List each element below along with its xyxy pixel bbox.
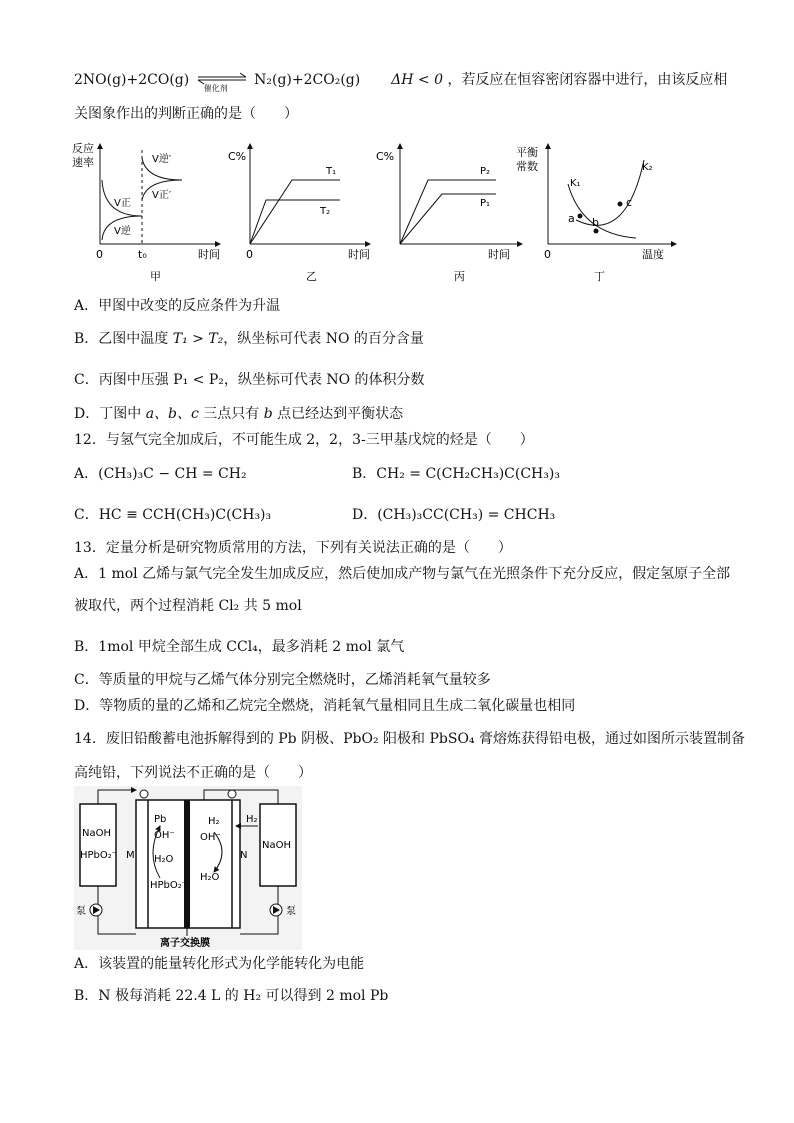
jia-v-zheng: V正 [114,198,131,209]
q13-option-b: B．1mol 甲烷全部生成 CCl₄，最多消耗 2 mol 氯气 [74,639,405,655]
q11-option-b [74,329,424,349]
q11-stem-line2: 关图象作出的判断正确的是（ ） [74,106,298,122]
yi-T2: T₂ [320,206,331,217]
ding-label-a: a [568,212,575,225]
right-h2: H₂ [208,816,220,827]
q11-option-a: A．甲图中改变的反应条件为升温 [74,298,281,314]
q13-stem: 13．定量分析是研究物质常用的方法，下列有关说法正确的是（ ） [74,540,512,556]
yi-ylabel: C% [228,150,247,163]
h2-inlet: H₂ [246,814,258,825]
graph-jia [72,141,220,283]
q13-option-d: D．等物质的量的乙烯和乙烷完全燃烧，消耗氧气量相同且生成二氧化碳量也相同 [74,698,576,714]
jia-xlabel: 时间 [198,248,220,261]
ding-point-c [618,202,623,207]
q11-b-post: ，纵坐标可代表 NO 的百分含量 [223,331,424,347]
ding-ylabel2: 常数 [516,160,538,173]
ding-caption: 丁 [594,270,605,283]
bing-caption: 丙 [454,270,465,283]
q11-b-math: T₁ > T₂ [172,331,224,347]
q14-option-a: A．该装置的能量转化形式为化学能转化为电能 [74,956,365,972]
q12-stem: 12．与氢气完全加成后，不可能生成 2，2，3-三甲基戊烷的烃是（ ） [74,432,534,448]
ding-K2: K₂ [642,162,653,173]
left-tank-hpbo2: HPbO₂⁻ [80,850,118,861]
left-hpbo2: HPbO₂⁻ [150,880,188,891]
left-pb: Pb [154,814,167,825]
q13-option-a-line2: 被取代，两个过程消耗 Cl₂ 共 5 mol [74,598,302,614]
ding-origin: 0 [544,248,551,261]
q11-equation-line [74,70,728,93]
yi-T1: T₁ [326,166,337,177]
q12-option-c: C．HC ≡ CCH(CH₃)C(CH₃)₃ [74,507,272,523]
graph-bing [376,144,522,283]
ding-ylabel1: 平衡 [516,146,538,159]
left-tank-naoh: NaOH [82,828,111,839]
q11-d-b: b [263,406,273,422]
ding-point-b [594,229,599,234]
jia-caption: 甲 [150,270,161,283]
bing-P2: P₂ [480,166,491,177]
eq-rhs: N₂(g)+2CO₂(g) [254,72,361,88]
ding-label-c: c [626,196,633,209]
left-tank [80,804,116,886]
q12-option-b: B．CH₂ = C(CH₂CH₃)C(CH₃)₃ [352,466,560,482]
reversible-arrow-icon [194,70,250,93]
q11-graphs [70,140,730,285]
jia-ylabel2: 速率 [72,156,94,169]
eq-delta-h: ΔH < 0 [391,72,443,88]
q11-stem-tail: ，若反应在恒容密闭容器中进行，由该反应相 [447,72,728,88]
q13-option-a-line1: A．1 mol 乙烯与氯气完全发生加成反应，然后使加成产物与氯气在光照条件下充分反应，假定氢原子全部 [74,566,731,582]
ion-exchange-membrane [184,800,190,928]
ding-label-b: b [592,216,599,229]
q12-option-a: A．(CH₃)₃C − CH = CH₂ [74,466,247,482]
bing-P1: P₁ [480,198,491,209]
q11-d-pre: D．丁图中 [74,406,146,422]
jia-v-ni-prime: V逆′ [152,154,172,165]
q11-option-c [74,370,425,390]
jia-origin: 0 [96,248,103,261]
membrane-label: 离子交换膜 [160,938,210,949]
chamber-m: M [126,850,135,861]
electrolysis-apparatus [74,786,302,950]
right-tank-naoh: NaOH [262,840,291,851]
q11-c-pre: C．丙图中压强 [74,372,174,388]
jia-v-ni: V逆 [114,226,131,237]
q13-option-c: C．等质量的甲烷与乙烯气体分别完全燃烧时，乙烯消耗氧气量较多 [74,672,491,688]
q11-d-post: 点已经达到平衡状态 [272,406,404,422]
yi-xlabel: 时间 [348,248,370,261]
ding-point-a [578,214,583,219]
ding-xlabel: 温度 [642,248,664,261]
graph-ding [516,144,676,283]
chamber-n: N [240,850,248,861]
yi-origin: 0 [246,248,253,261]
left-pump-label: 泵 [76,906,86,917]
q11-option-d [74,404,403,424]
q11-d-vars: a、b、c [145,406,199,422]
left-terminal [140,790,148,798]
right-h2o: H₂O [200,872,220,883]
jia-t0: t₀ [138,248,147,261]
right-oh: OH⁻ [200,832,221,843]
q14-stem-line2: 高纯铅，下列说法不正确的是（ ） [74,765,312,781]
q11-d-mid: 三点只有 [198,406,264,422]
jia-ylabel1: 反应 [72,142,94,155]
graph-yi [228,144,370,283]
bing-ylabel: C% [376,150,395,163]
q11-b-pre: B．乙图中温度 [74,331,173,347]
left-h2o: H₂O [154,854,174,865]
q12-option-d: D．(CH₃)₃CC(CH₃) = CHCH₃ [352,507,556,523]
ding-K1: K₁ [570,178,581,189]
right-terminal [228,790,236,798]
eq-catalyst: 催化剂 [203,84,228,93]
q11-c-post: ，纵坐标可代表 NO 的体积分数 [223,372,425,388]
bing-xlabel: 时间 [488,248,510,261]
left-oh: OH⁻ [154,830,175,841]
jia-v-zheng-prime: V正′ [152,190,172,201]
q11-c-math: P₁ < P₂ [173,372,224,388]
yi-caption: 乙 [306,270,317,283]
right-pump-label: 泵 [286,906,296,917]
q14-option-b: B．N 极每消耗 22.4 L 的 H₂ 可以得到 2 mol Pb [74,988,389,1004]
eq-lhs: 2NO(g)+2CO(g) [74,72,190,88]
q14-stem-line1: 14．废旧铅酸蓄电池拆解得到的 Pb 阴极、PbO₂ 阳极和 PbSO₄ 膏熔炼获得铅电极，通过如图所示装置制备 [74,731,745,747]
